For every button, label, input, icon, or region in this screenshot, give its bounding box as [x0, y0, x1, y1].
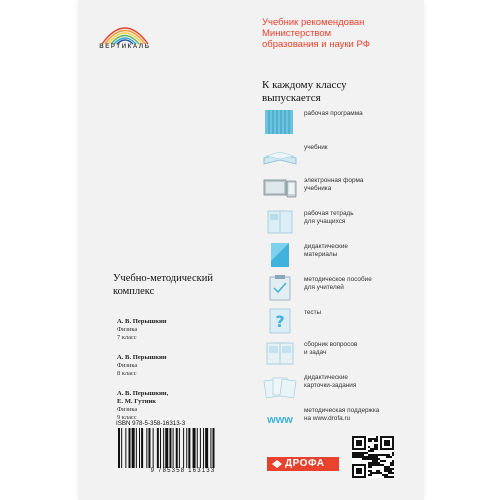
qr-code-icon: [352, 436, 394, 478]
each-class-heading: [262, 79, 422, 104]
question-book-icon: [262, 339, 298, 367]
book-subject: Физика: [117, 362, 138, 369]
item-label: рабочая программа: [304, 110, 363, 117]
barcode-digits: 9 785358 163133: [150, 468, 216, 474]
isbn: ISBN 978-5-358-16313-3: [116, 420, 186, 427]
book-author: А. В. Перышкин,: [117, 390, 169, 397]
heading-line: выпускается: [262, 91, 321, 104]
book-author: А. В. Перышкин: [117, 354, 167, 361]
list-item: [262, 241, 422, 269]
item-label: для учителей: [304, 284, 344, 291]
workbook-icon: [262, 208, 298, 236]
book-entry: [117, 390, 257, 421]
didactic-materials-icon: [262, 241, 298, 269]
book-entry: [117, 318, 257, 341]
electronic-form-icon: [262, 175, 298, 203]
recommendation-line: Министерством: [262, 28, 332, 39]
logo-text: ВЕРТИКАЛЬ: [99, 44, 151, 50]
item-label: тесты: [304, 309, 322, 316]
heading-line: К каждому классу: [262, 79, 347, 91]
complex-title-line: Учебно-методический: [113, 273, 213, 284]
item-label: и задач: [304, 349, 327, 356]
program-icon: [262, 108, 298, 136]
item-label: методическая поддержка: [304, 407, 380, 414]
www-label: www: [267, 414, 293, 426]
item-label: рабочая тетрадь: [304, 210, 354, 217]
drofa-bird-icon: [271, 459, 283, 469]
item-label: на www.drofa.ru: [304, 415, 351, 422]
book-author: Е. М. Гутник: [117, 398, 157, 405]
item-label: учебника: [304, 185, 332, 192]
publisher-name: ДРОФА: [285, 458, 325, 469]
list-item: [262, 307, 422, 335]
materials-list: [262, 108, 422, 438]
recommendation-text: [262, 17, 422, 50]
list-item: [262, 108, 422, 136]
item-label: для учащихся: [304, 218, 346, 225]
item-label: учебник: [304, 144, 328, 151]
item-label: электронная форма: [304, 177, 364, 184]
textbook-icon: [262, 142, 298, 170]
item-label: дидактические: [304, 243, 348, 250]
barcode-icon: [116, 428, 250, 468]
item-label: материалы: [304, 251, 338, 258]
item-label: дидактические: [304, 374, 348, 381]
book-subject: Физика: [117, 326, 138, 333]
list-item: [262, 372, 422, 400]
item-label: сборник вопросов: [304, 341, 358, 348]
list-item: [262, 208, 422, 236]
complex-title: [113, 272, 253, 298]
book-subject: Физика: [117, 406, 138, 413]
recommendation-line: Учебник рекомендован: [262, 17, 365, 28]
list-item: [262, 405, 422, 433]
book-grade: 9 класс: [117, 413, 137, 421]
list-item: [262, 274, 422, 302]
svg-text:?: ?: [275, 312, 285, 331]
item-label: карточки-задания: [304, 382, 357, 389]
publisher-logo: [267, 457, 339, 471]
complex-title-line: комплекс: [113, 286, 155, 297]
book-author: А. В. Перышкин: [117, 318, 167, 325]
list-item: [262, 175, 422, 203]
book-grade: 7 класс: [117, 333, 137, 341]
list-item: [262, 339, 422, 367]
tests-icon: [262, 307, 298, 335]
task-cards-icon: [262, 372, 298, 400]
recommendation-line: образования и науки РФ: [262, 39, 370, 50]
book-entry: [117, 354, 257, 377]
list-item: [262, 142, 422, 170]
teacher-manual-icon: [262, 274, 298, 302]
book-grade: 8 класс: [117, 369, 137, 377]
item-label: методическое пособие: [304, 276, 372, 283]
www-icon: [262, 405, 298, 433]
